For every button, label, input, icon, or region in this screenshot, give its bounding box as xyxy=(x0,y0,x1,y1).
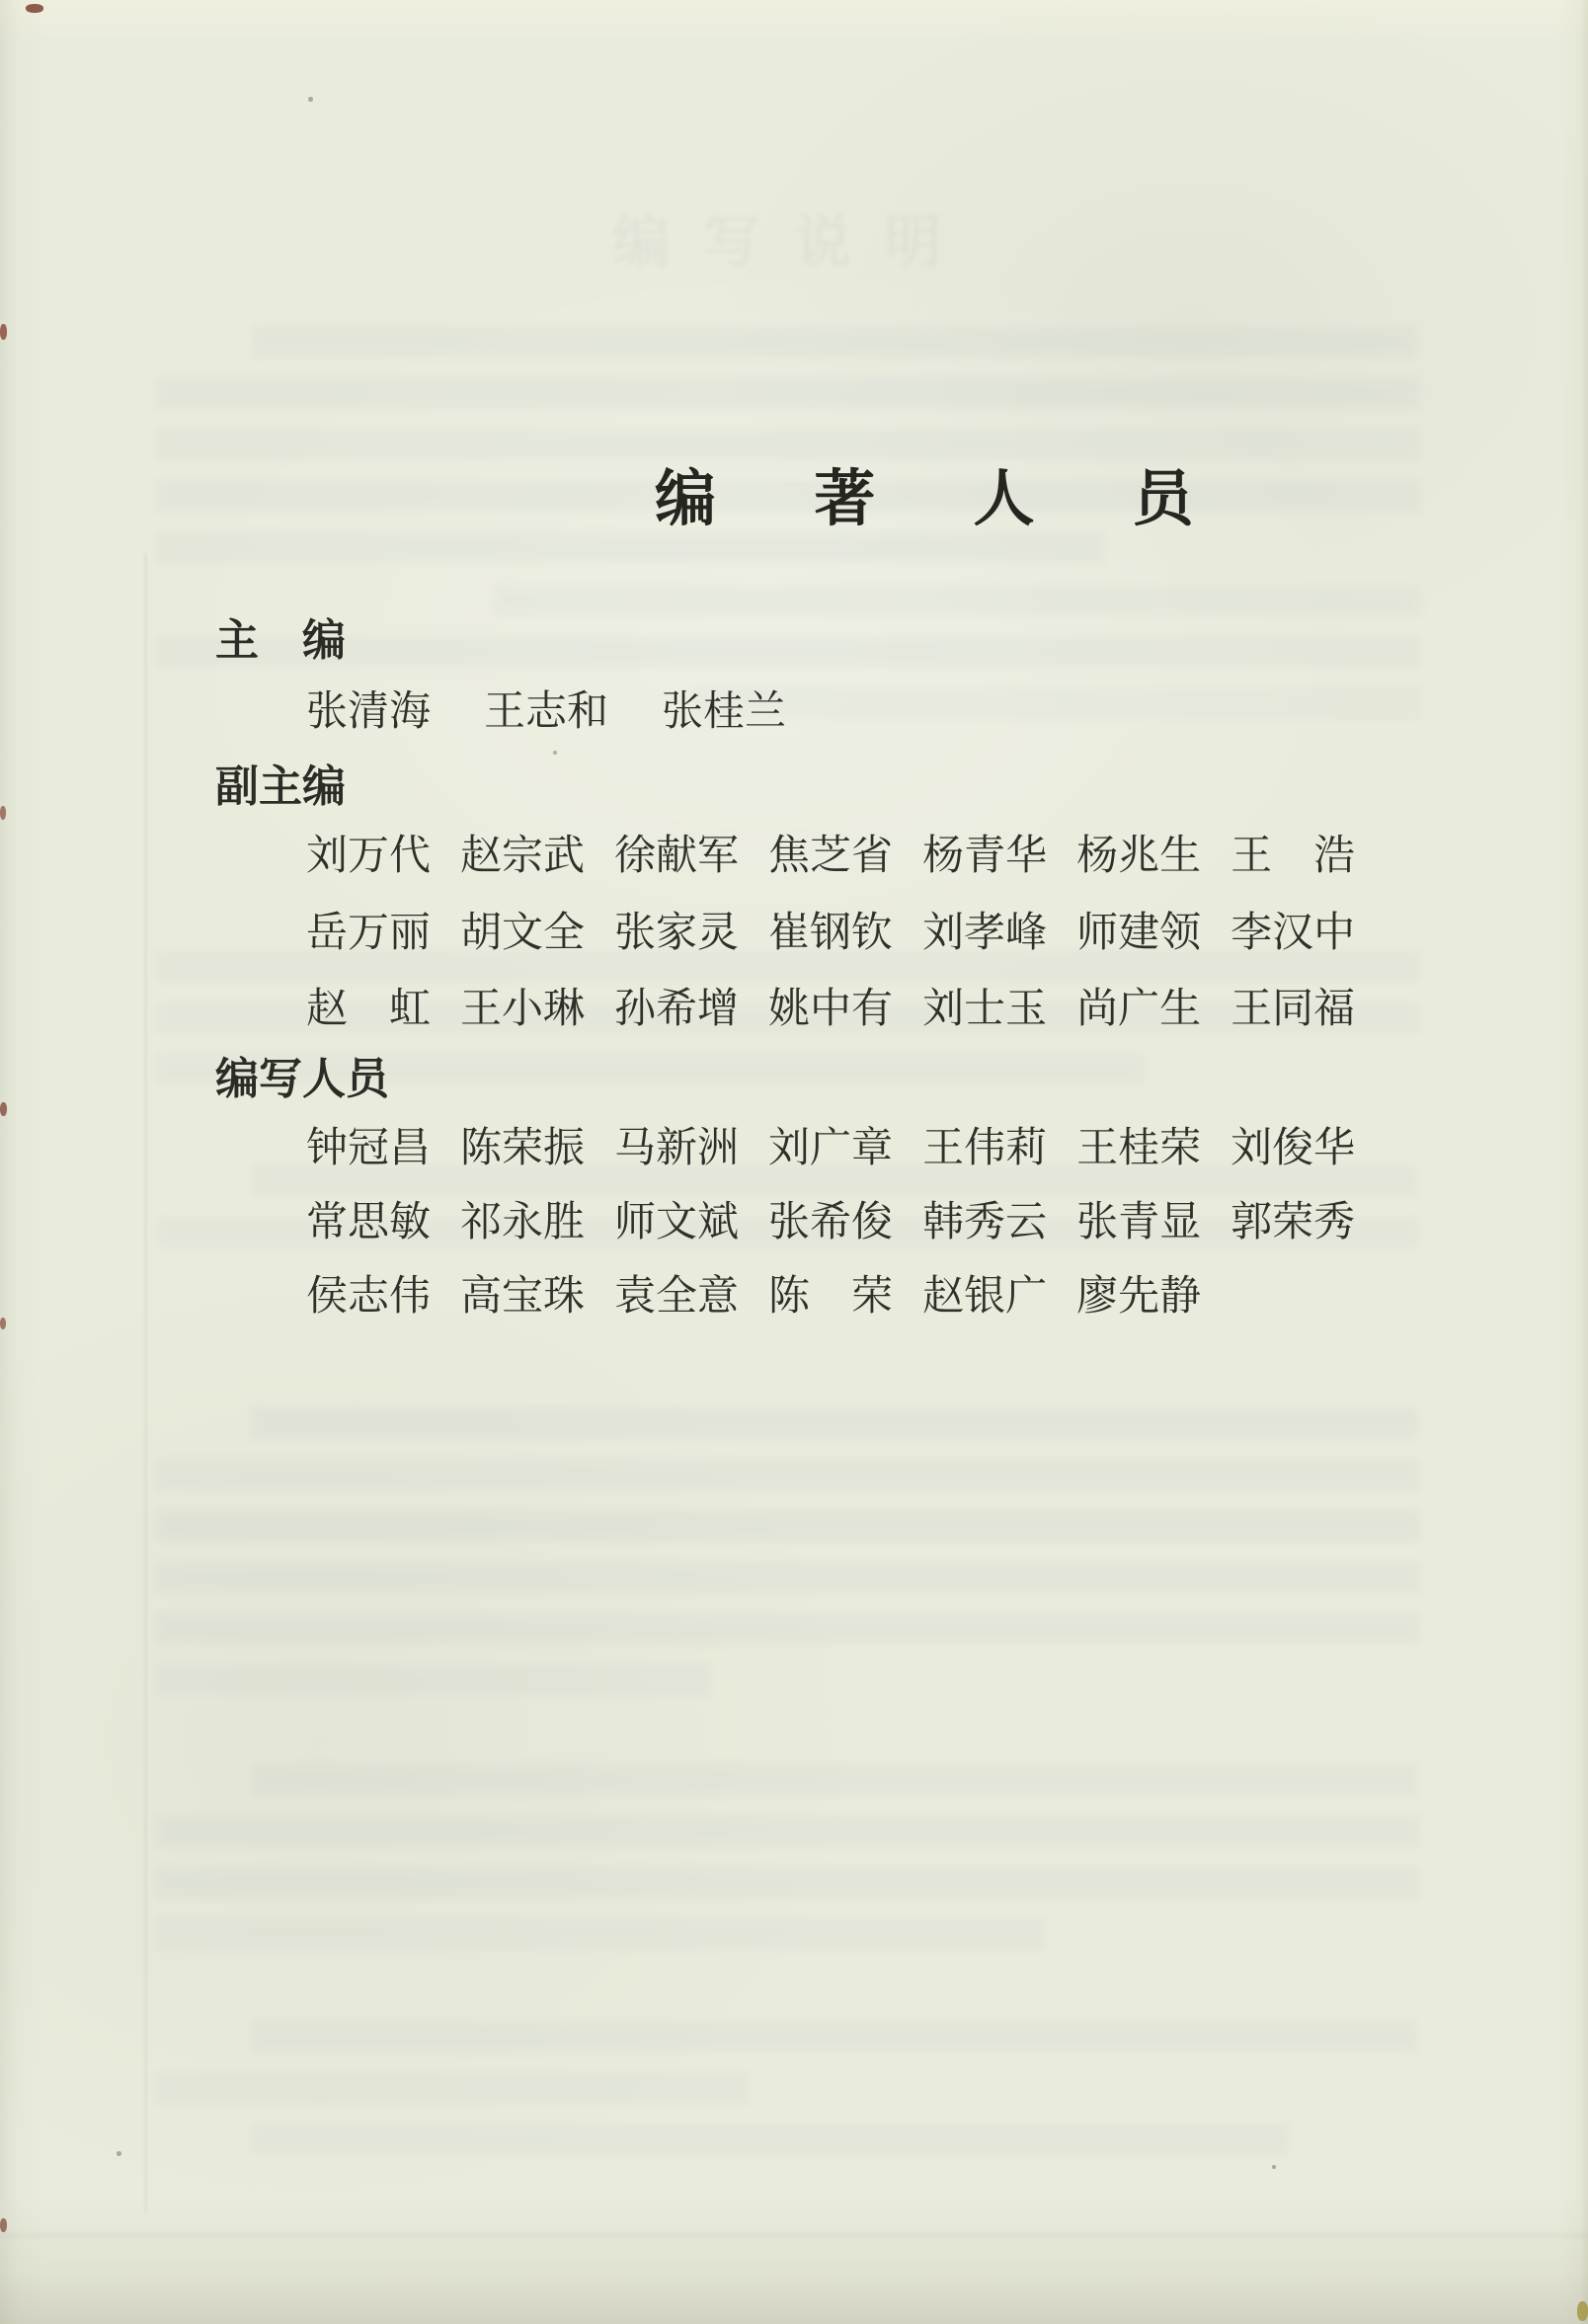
ghost-bleedthrough-title: 编写说明 xyxy=(612,210,977,275)
ghost-text-line xyxy=(252,2021,1417,2052)
person-name: 刘士玉 xyxy=(922,987,1048,1032)
ghost-text-line xyxy=(156,1867,1420,1898)
person-name: 王伟莉 xyxy=(922,1126,1048,1171)
person-name: 刘万代 xyxy=(306,834,432,879)
ghost-text-line xyxy=(252,326,1417,358)
ghost-text-line xyxy=(691,687,1422,719)
name-row xyxy=(306,687,786,737)
person-name: 韩秀云 xyxy=(922,1200,1048,1245)
person-name: 赵银广 xyxy=(922,1274,1048,1320)
scan-speck xyxy=(0,806,6,820)
name-row xyxy=(306,909,1355,958)
person-name: 王桂荣 xyxy=(1076,1126,1202,1171)
page-title: 编 著 人 员 xyxy=(655,464,1234,533)
ghost-text-line xyxy=(156,1562,1420,1593)
person-name: 焦芝省 xyxy=(768,834,894,879)
name-row xyxy=(306,1272,1201,1322)
section-heading: 副主编 xyxy=(215,762,346,811)
scan-speck xyxy=(0,324,7,340)
scan-speck xyxy=(0,1318,6,1329)
scan-speck xyxy=(0,1102,7,1116)
page-crease-horizontal xyxy=(0,2234,1588,2237)
ghost-text-line xyxy=(156,2072,749,2104)
person-name: 胡文全 xyxy=(460,911,586,956)
ghost-text-line xyxy=(156,1613,1420,1644)
scan-speck xyxy=(1577,2301,1588,2321)
person-name: 陈荣振 xyxy=(460,1126,586,1171)
name-row xyxy=(306,832,1355,881)
ghost-text-line xyxy=(156,1815,1420,1847)
person-name: 岳万丽 xyxy=(306,911,432,956)
person-name: 马新洲 xyxy=(614,1126,740,1171)
person-name: 徐献军 xyxy=(614,834,740,879)
ghost-text-line xyxy=(156,429,1420,460)
person-name: 尚广生 xyxy=(1076,987,1202,1032)
ghost-text-line xyxy=(156,377,1420,409)
person-name: 郭荣秀 xyxy=(1231,1200,1356,1245)
ghost-text-line xyxy=(156,1459,1420,1490)
person-name: 张家灵 xyxy=(614,911,740,956)
person-name: 杨青华 xyxy=(922,834,1048,879)
person-name: 廖先静 xyxy=(1076,1274,1202,1320)
person-name: 陈 荣 xyxy=(768,1274,894,1320)
person-name: 王 浩 xyxy=(1231,834,1356,879)
person-name: 祁永胜 xyxy=(460,1200,586,1245)
scan-speck xyxy=(117,2151,121,2156)
person-name: 刘俊华 xyxy=(1231,1126,1356,1171)
person-name: 侯志伟 xyxy=(306,1274,432,1320)
scan-speck xyxy=(0,2218,7,2232)
person-name: 赵 虹 xyxy=(306,987,432,1032)
person-name: 张清海 xyxy=(306,689,432,735)
person-name: 钟冠昌 xyxy=(306,1126,432,1171)
ghost-text-line xyxy=(156,531,1104,563)
person-name: 师文斌 xyxy=(614,1200,740,1245)
ghost-text-line xyxy=(494,585,1422,616)
page-crease-vertical xyxy=(144,553,147,2212)
scan-speck xyxy=(1272,2165,1276,2169)
person-name: 崔钢钦 xyxy=(768,911,894,956)
ghost-text-line xyxy=(156,1510,1420,1542)
person-name: 王志和 xyxy=(484,689,609,735)
name-row xyxy=(306,985,1355,1034)
person-name: 刘广章 xyxy=(768,1126,894,1171)
person-name: 杨兆生 xyxy=(1076,834,1202,879)
person-name: 张希俊 xyxy=(768,1200,894,1245)
ghost-text-line xyxy=(156,636,1420,668)
section-heading: 编写人员 xyxy=(215,1055,389,1103)
scan-speck xyxy=(26,4,43,13)
name-row xyxy=(306,1124,1355,1173)
person-name: 刘孝峰 xyxy=(922,911,1048,956)
person-name: 孙希增 xyxy=(614,987,740,1032)
scan-speck xyxy=(308,97,313,102)
person-name: 师建领 xyxy=(1076,911,1202,956)
ghost-text-line xyxy=(252,1407,1417,1439)
person-name: 王小琳 xyxy=(460,987,586,1032)
person-name: 常思敏 xyxy=(306,1200,432,1245)
person-name: 袁全意 xyxy=(614,1274,740,1320)
ghost-text-line xyxy=(156,1918,1045,1950)
person-name: 姚中有 xyxy=(768,987,894,1032)
person-name: 高宝珠 xyxy=(460,1274,586,1320)
person-name: 王同福 xyxy=(1231,987,1356,1032)
person-name: 张青显 xyxy=(1076,1200,1202,1245)
section-heading: 主 编 xyxy=(215,616,346,665)
person-name: 李汉中 xyxy=(1231,911,1356,956)
ghost-text-line xyxy=(156,1664,709,1696)
name-row xyxy=(306,1198,1355,1247)
ghost-text-line xyxy=(252,2124,1289,2155)
person-name: 赵宗武 xyxy=(460,834,586,879)
scan-speck xyxy=(553,751,557,755)
person-name: 张桂兰 xyxy=(662,689,787,735)
ghost-text-line xyxy=(252,1764,1417,1796)
